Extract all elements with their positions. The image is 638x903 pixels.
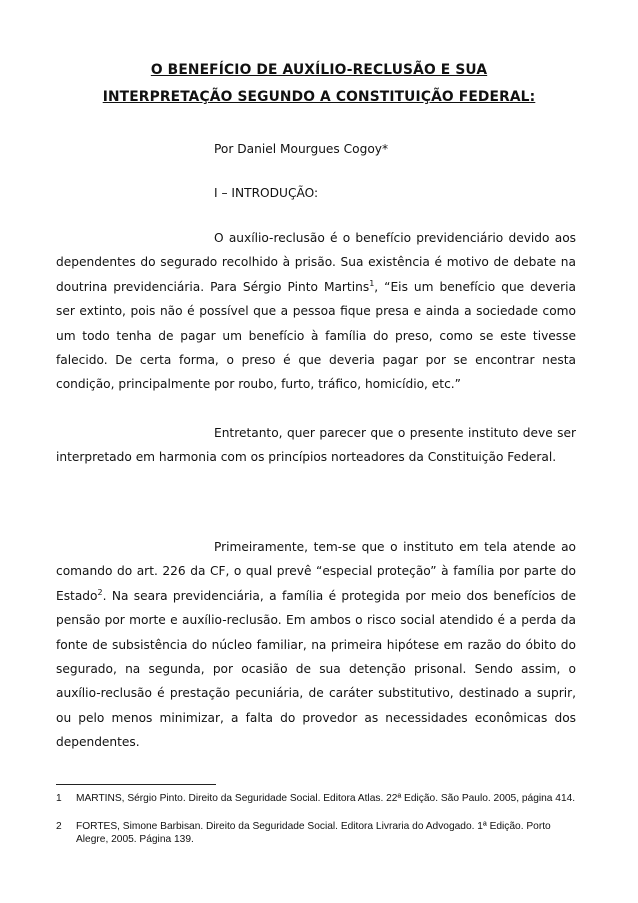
title-line-2: INTERPRETAÇÃO SEGUNDO A CONSTITUIÇÃO FEDERAL: [102,89,536,105]
paragraph-1-text-a: O auxílio-reclusão é o benefício previdenciário devido aos dependentes do segurado recolhido à prisão. Sua existência é motivo de debate na doutrina previdenciária. Para Sérgio Pinto Martins [56,231,576,294]
author-byline: Por Daniel Mourgues Cogoy* [214,142,389,156]
footnote-1 [56,792,578,805]
title-line-1: O BENEFÍCIO DE AUXÍLIO-RECLUSÃO E SUA [150,62,488,78]
paragraph-3-text-b: . Na seara previdenciária, a família é protegida por meio dos benefícios de pensão por morte e auxílio-reclusão. Em ambos o risco social atendido é a perda da fonte de subsistência do núcleo familiar, na primeira hipótese em razão do óbito do segurado, na segunda, por ocasião de sua detenção prisonal. Sendo assim, o auxílio-reclusão é prestação pecuniária, de caráter substitutivo, destinado a suprir, ou pelo menos minimizar, a falta do provedor as necessidades econômicas dos dependentes. [56,588,576,750]
footnote-ref-2: 2 [97,587,103,597]
footnote-2-text: FORTES, Simone Barbisan. Direito da Seguridade Social. Editora Livraria do Advogado. 1ª Edição. Porto Alegre, 2005. Página 139. [76,821,551,845]
footnote-2-number: 2 [56,821,62,832]
paragraph-1 [56,226,576,397]
footnote-divider [56,784,216,785]
footnote-1-text: MARTINS, Sérgio Pinto. Direito da Seguridade Social. Editora Atlas. 22ª Edição. São Paulo. 2005, página 414. [76,793,576,804]
footnote-2 [56,820,578,846]
paragraph-3-text-a: Primeiramente, tem-se que o instituto em tela atende ao comando do art. 226 da CF, o qual prevê “especial proteção” à família por parte do Estado [56,540,576,603]
paragraph-2: Entretanto, quer parecer que o presente instituto deve ser interpretado em harmonia com os princípios norteadores da Constituição Federal. [56,426,576,465]
paragraph-3 [56,535,576,755]
footnote-ref-1: 1 [369,278,375,288]
footnote-1-number: 1 [56,793,62,804]
section-heading: I – INTRODUÇÃO: [214,186,319,200]
paragraph-1-text-b: , “Eis um benefício que deveria ser extinto, pois não é possível que a pessoa fique presa e ainda a sociedade como um todo tenha de pagar um benefício à família do preso, como se este tivesse falecido. De certa forma, o preso é que deveria pagar por se encontrar nesta condição, principalmente por roubo, furto, tráfico, homicídio, etc.” [56,279,576,392]
